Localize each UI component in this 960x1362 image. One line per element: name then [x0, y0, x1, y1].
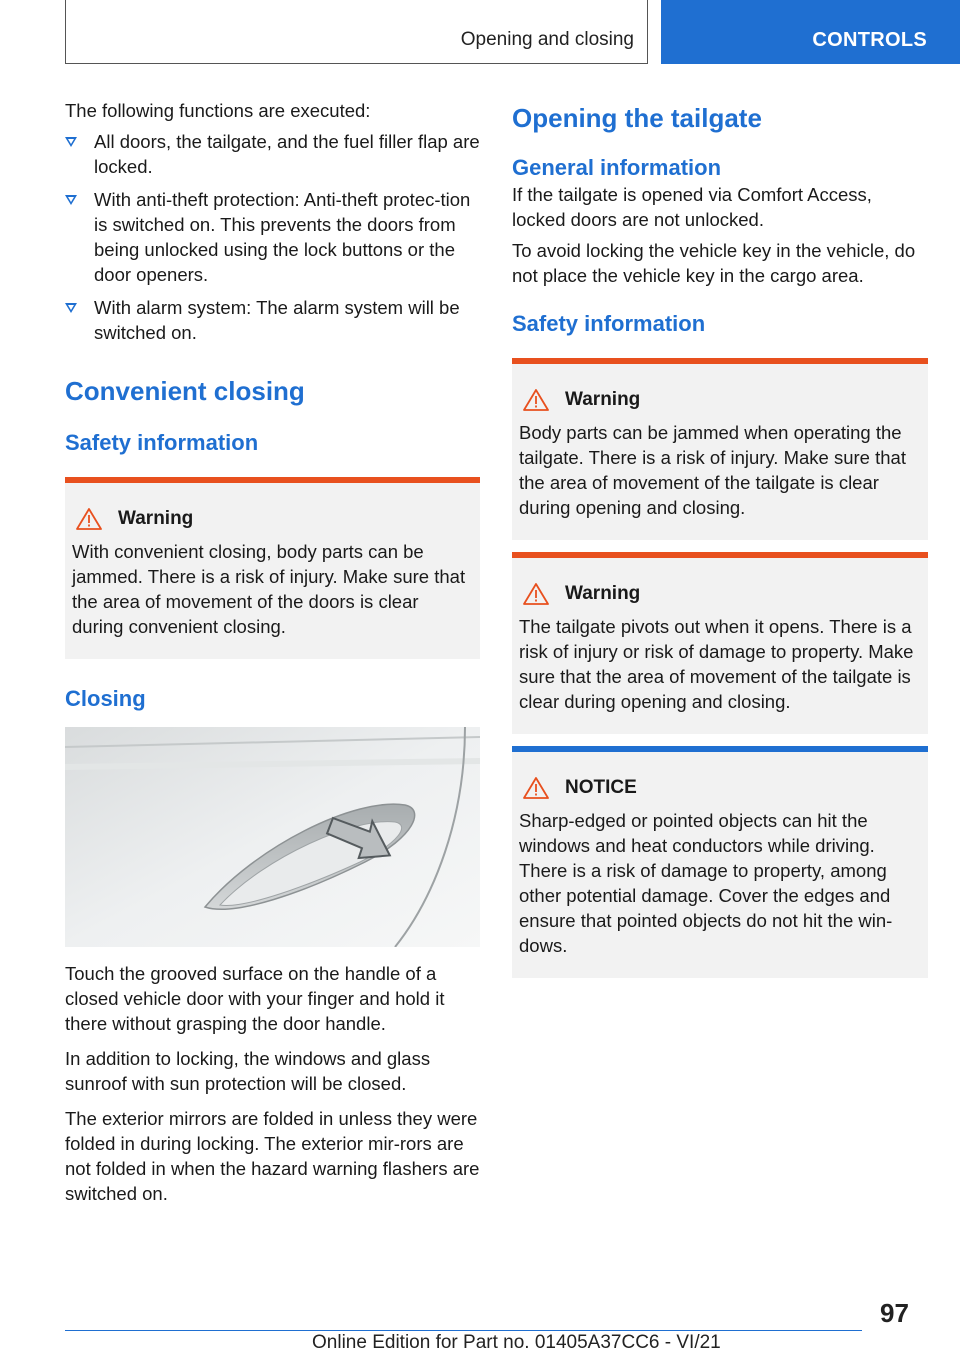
- warning-text: Body parts can be jammed when operating the tailgate. There is a risk of injury. Make sure that the area of movement of the tailgate is clear during opening and closing.: [519, 422, 906, 518]
- intro-text: The following functions are executed:: [65, 100, 371, 121]
- notice-title: NOTICE: [565, 777, 637, 798]
- warning-box: [512, 358, 928, 540]
- warning-triangle-icon: [523, 583, 549, 605]
- warning-text: The tailgate pivots out when it opens. There is a risk of injury or risk of damage to property. Make sure that the area of movement of the tailgate is clear during opening and closing.: [519, 616, 914, 712]
- header-chapter-tab: [661, 0, 960, 64]
- warning-text: With convenient closing, body parts can be jammed. There is a risk of injury. Make sure that the area of movement of the doors is clear during convenient closing.: [72, 541, 466, 637]
- heading-safety-information: Safety information: [512, 311, 706, 336]
- notice-triangle-icon: [523, 777, 549, 799]
- warning-title: Warning: [565, 583, 641, 604]
- notice-box: [512, 746, 928, 978]
- heading-general-information: General information: [512, 155, 722, 180]
- right-column: [512, 98, 928, 978]
- windows-closing-note: In addition to locking, the windows and glass sunroof with sun protection will be closed.: [65, 1048, 431, 1094]
- function-list: [65, 129, 480, 345]
- list-item: With alarm system: The alarm system will be switched on.: [65, 295, 480, 345]
- footer-edition: Online Edition for Part no. 01405A37CC6 - VI/21: [312, 1332, 721, 1353]
- closing-instruction: Touch the grooved surface on the handle of a closed vehicle door with your finger and hold it there without grasping the door handle.: [65, 963, 445, 1034]
- heading-opening-tailgate: Opening the tailgate: [512, 103, 762, 133]
- header-chapter-label: CONTROLS: [812, 29, 927, 51]
- door-handle-illustration: [65, 727, 480, 947]
- header-section-box: [65, 0, 648, 64]
- list-item: All doors, the tailgate, and the fuel filler flap are locked.: [65, 129, 480, 179]
- list-item: With anti-theft protection: Anti-theft protec-tion is switched on. This prevents the doors from being unlocked using the lock buttons or the door openers.: [65, 187, 480, 287]
- warning-title: Warning: [565, 389, 641, 410]
- header-section-title: Opening and closing: [460, 29, 634, 50]
- triangle-bullet-icon: [65, 137, 77, 147]
- warning-box: [512, 552, 928, 734]
- mirrors-note: The exterior mirrors are folded in unless they were folded in during locking. The exterior mir-rors are not folded in when the hazard warning flashers are switched on.: [65, 1108, 480, 1204]
- warning-triangle-icon: [523, 389, 549, 411]
- notice-text: Sharp-edged or pointed objects can hit the windows and heat conductors while driving. There is a risk of damage to property, among other potential damage. Cover the edges and ensure that pointed objects do not hit the win-dows.: [519, 810, 893, 956]
- warning-triangle-icon: [76, 508, 102, 530]
- warning-box: [65, 477, 480, 659]
- general-info-paragraph: To avoid locking the vehicle key in the vehicle, do not place the vehicle key in the cargo area.: [512, 240, 916, 286]
- footer-divider: [65, 1330, 862, 1331]
- page-number: 97: [880, 1298, 909, 1328]
- left-column: [65, 98, 480, 1206]
- heading-closing: Closing: [65, 686, 146, 711]
- warning-title: Warning: [118, 508, 194, 529]
- triangle-bullet-icon: [65, 303, 77, 313]
- general-info-paragraph: If the tailgate is opened via Comfort Access, locked doors are not unlocked.: [512, 184, 872, 230]
- heading-convenient-closing: Convenient closing: [65, 376, 305, 406]
- triangle-bullet-icon: [65, 195, 77, 205]
- heading-safety-information: Safety information: [65, 430, 259, 455]
